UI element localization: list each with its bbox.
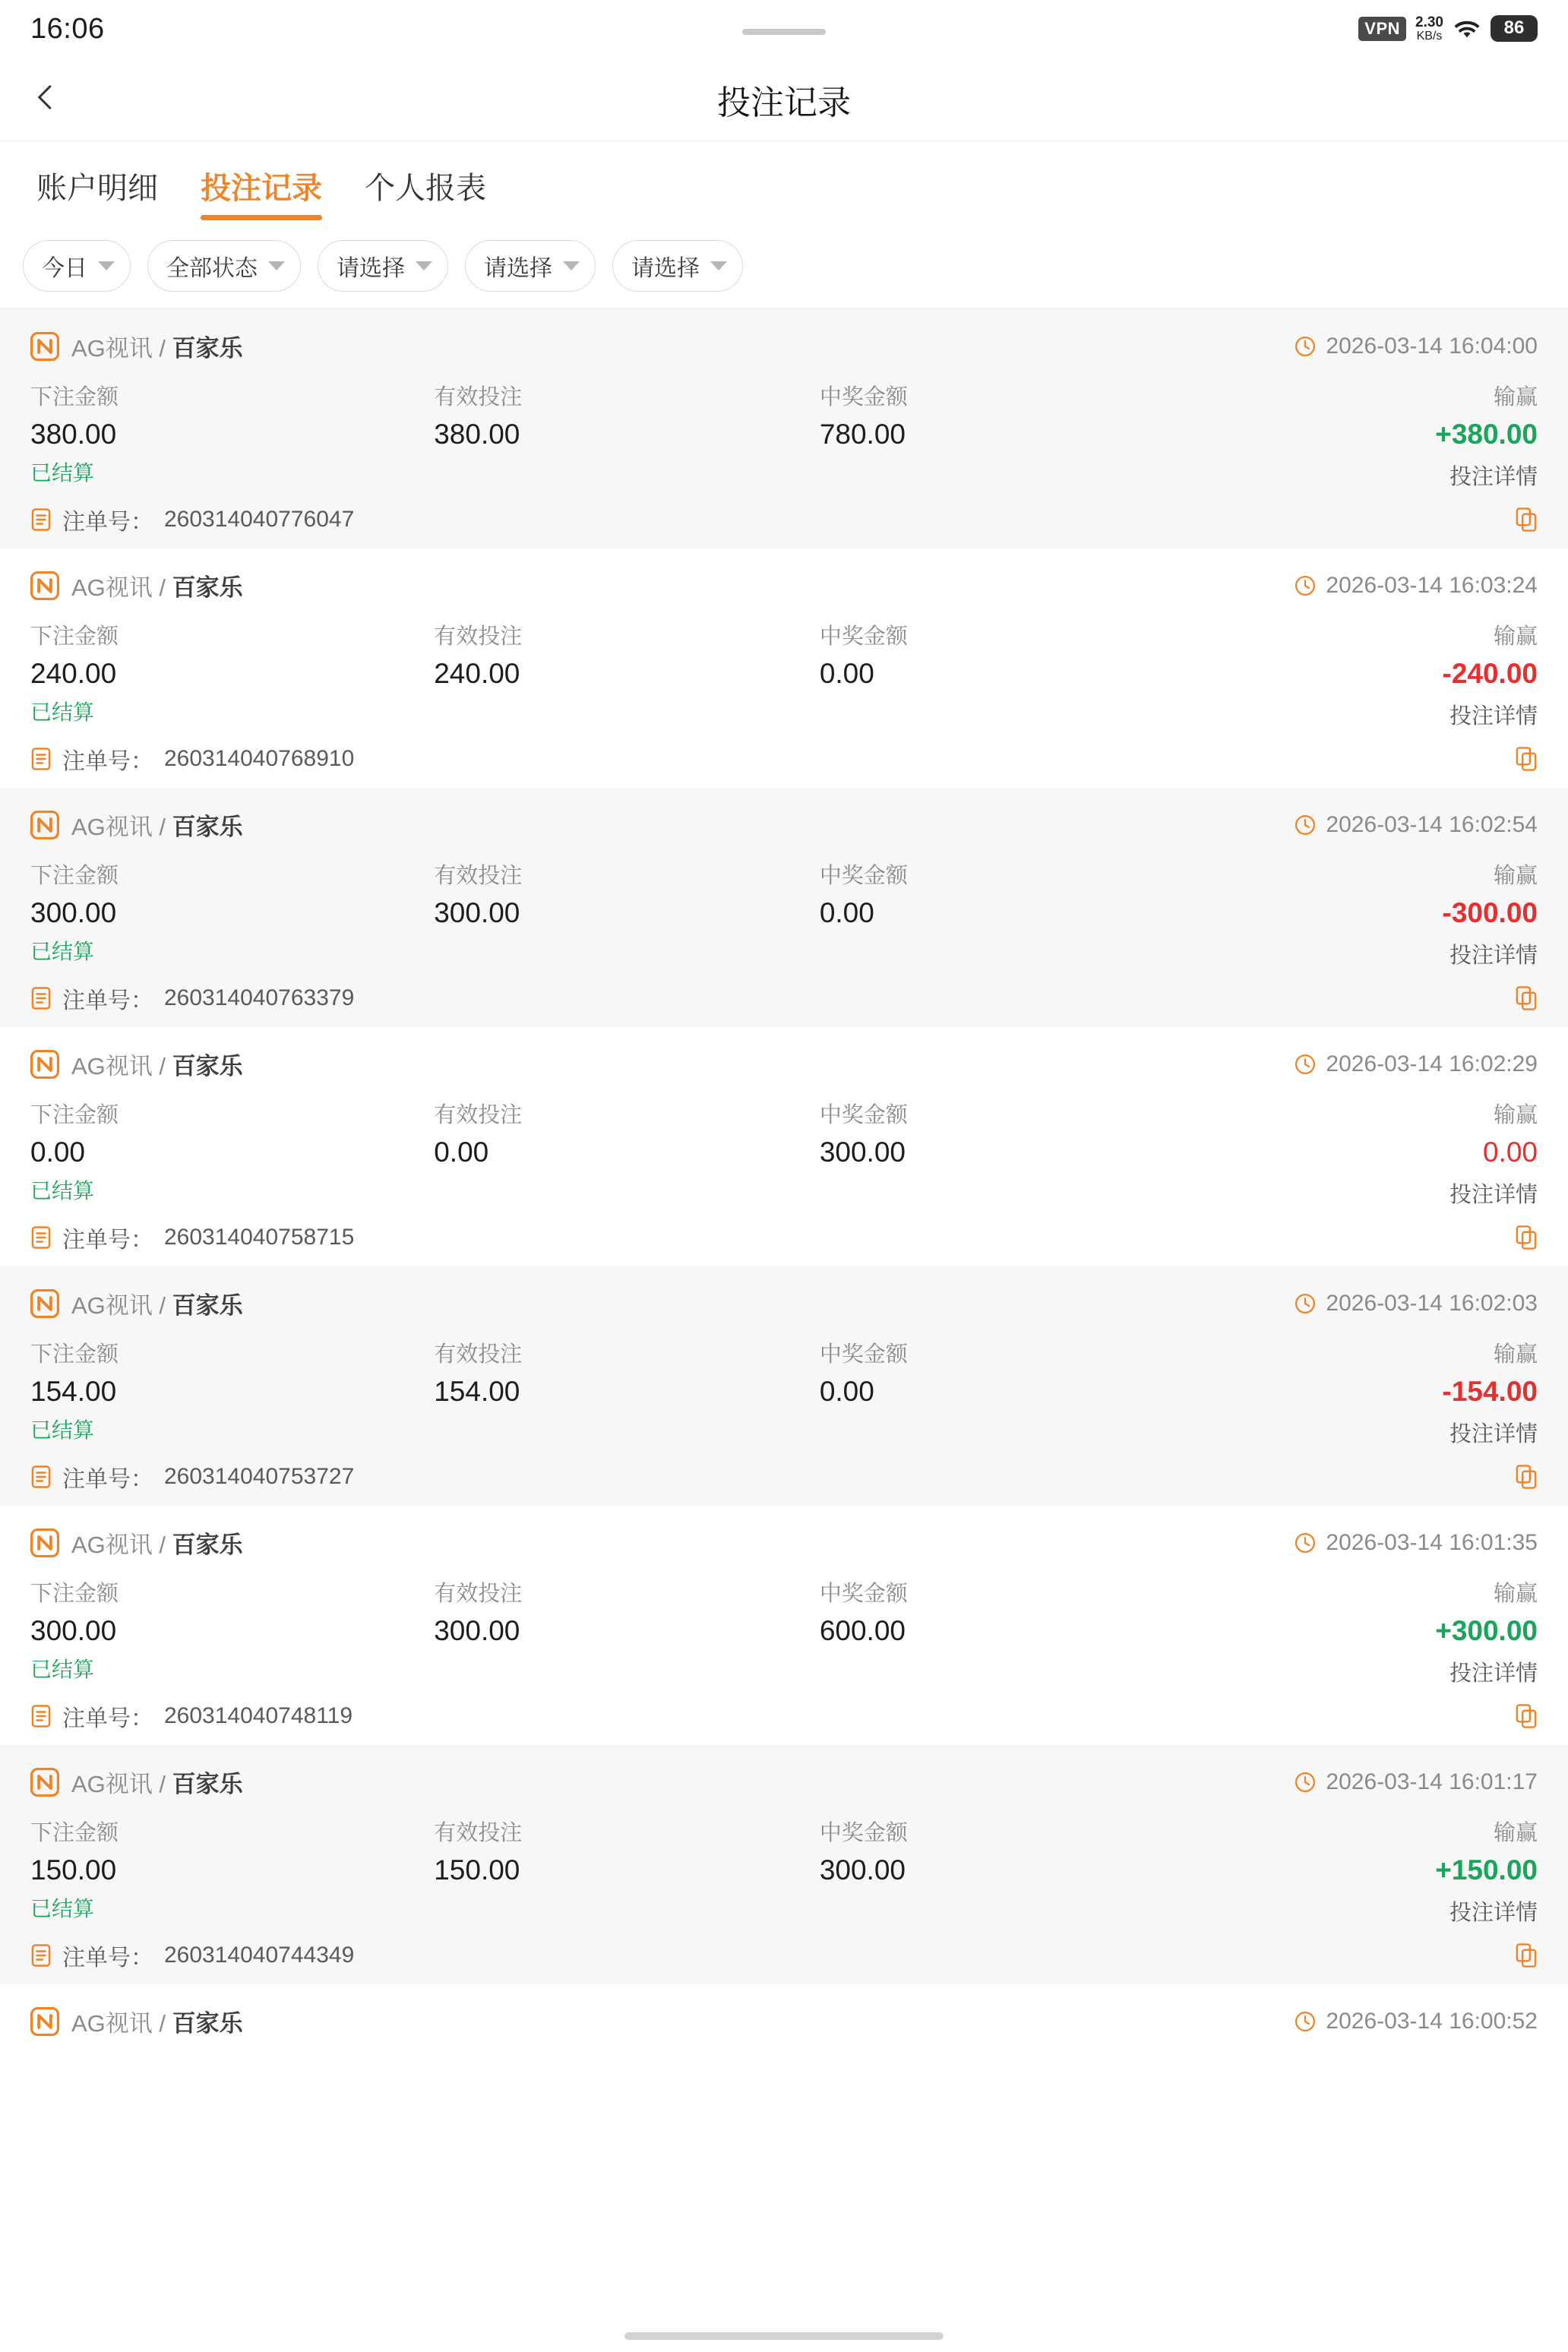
- record-game: [30, 329, 243, 363]
- valid-bet-value: 0.00: [434, 1136, 489, 1168]
- record-bet-amount: [30, 1337, 407, 1448]
- filter-select-2-label: 请选择: [484, 256, 552, 281]
- record-valid-bet: [407, 1098, 793, 1209]
- clock-icon: [1294, 335, 1317, 358]
- provider-name: AG视讯: [71, 1053, 153, 1080]
- copy-icon[interactable]: [1515, 746, 1538, 772]
- tab-account-details[interactable]: 账户明细: [36, 171, 158, 205]
- vpn-icon: VPN: [1358, 17, 1406, 41]
- record-win-amount: [793, 1576, 1179, 1687]
- bet-detail-link[interactable]: 投注详情: [1449, 704, 1538, 729]
- profit-label: 输赢: [1493, 1342, 1538, 1367]
- status-badge: 已结算: [30, 461, 95, 485]
- record-time-text: 2026-03-14 16:03:24: [1326, 572, 1538, 598]
- filter-bar: [0, 229, 1568, 309]
- game-name: 百家乐: [172, 2010, 243, 2037]
- record-header: [30, 1525, 1538, 1560]
- bet-amount-value: 150.00: [30, 1854, 117, 1886]
- provider-logo-icon: [30, 332, 59, 361]
- order-number-label: 注单号：: [62, 988, 153, 1013]
- provider-name: AG视讯: [71, 574, 153, 601]
- copy-icon[interactable]: [1515, 1225, 1538, 1250]
- valid-bet-label: 有效投注: [434, 1103, 523, 1127]
- nav-bar: [0, 58, 1568, 141]
- record-footer: [30, 1699, 1538, 1733]
- win-amount-label: 中奖金额: [819, 1582, 908, 1606]
- table-row[interactable]: [0, 1027, 1568, 1266]
- document-icon: [30, 1225, 52, 1250]
- record-time: [1294, 812, 1538, 838]
- document-icon: [30, 1465, 52, 1489]
- profit-value: -240.00: [1442, 658, 1538, 689]
- valid-bet-value: 300.00: [434, 897, 520, 928]
- valid-bet-label: 有效投注: [434, 1582, 523, 1606]
- record-valid-bet: [407, 1816, 793, 1927]
- battery-indicator: 86: [1491, 15, 1538, 42]
- camera-notch: [742, 29, 826, 35]
- bet-detail-link[interactable]: 投注详情: [1449, 1422, 1538, 1446]
- back-button[interactable]: [0, 58, 91, 141]
- bet-amount-label: 下注金额: [30, 1821, 119, 1845]
- provider-logo-icon: [30, 1528, 59, 1557]
- profit-value: -154.00: [1442, 1376, 1538, 1407]
- win-amount-label: 中奖金额: [819, 864, 908, 888]
- record-bet-amount: [30, 380, 407, 491]
- record-game: [30, 1047, 243, 1081]
- clock-icon: [1294, 574, 1317, 597]
- document-icon: [30, 986, 52, 1010]
- record-profit: [1178, 858, 1538, 969]
- record-time-text: 2026-03-14 16:02:29: [1326, 1051, 1538, 1076]
- order-number-value: 260314040763379: [164, 985, 355, 1010]
- status-icons: [1358, 15, 1538, 43]
- win-amount-value: 780.00: [819, 419, 906, 450]
- record-time: [1294, 1769, 1538, 1795]
- record-valid-bet: [407, 858, 793, 969]
- tab-personal-report[interactable]: 个人报表: [365, 171, 486, 205]
- bet-amount-value: 380.00: [30, 419, 117, 450]
- profit-value: +150.00: [1435, 1854, 1538, 1886]
- valid-bet-label: 有效投注: [434, 624, 523, 649]
- chevron-down-icon: [416, 261, 432, 270]
- profit-value: +380.00: [1435, 419, 1538, 450]
- valid-bet-value: 240.00: [434, 658, 520, 689]
- order-number: [30, 1460, 354, 1494]
- table-row[interactable]: [0, 788, 1568, 1027]
- bet-amount-label: 下注金额: [30, 1342, 119, 1367]
- copy-icon[interactable]: [1515, 985, 1538, 1011]
- bet-detail-link[interactable]: 投注详情: [1449, 1661, 1538, 1686]
- record-time: [1294, 1530, 1538, 1556]
- document-icon: [30, 747, 52, 771]
- chevron-down-icon: [268, 261, 285, 270]
- valid-bet-value: 380.00: [434, 419, 520, 450]
- record-time: [1294, 1291, 1538, 1317]
- bet-detail-link[interactable]: 投注详情: [1449, 1183, 1538, 1207]
- provider-name: AG视讯: [71, 1532, 153, 1558]
- game-name: 百家乐: [172, 1532, 243, 1558]
- record-footer: [30, 1221, 1538, 1254]
- bet-amount-label: 下注金额: [30, 1103, 119, 1127]
- table-row[interactable]: [0, 309, 1568, 548]
- filter-select-1-label: 请选择: [337, 256, 405, 281]
- tab-bet-records[interactable]: 投注记录: [201, 141, 322, 229]
- record-header: [30, 1286, 1538, 1320]
- order-number: [30, 1939, 354, 1972]
- record-footer: [30, 1939, 1538, 1972]
- clock-icon: [1294, 1292, 1317, 1315]
- record-valid-bet: [407, 1337, 793, 1448]
- table-row[interactable]: [0, 1266, 1568, 1506]
- provider-name: AG视讯: [71, 335, 153, 362]
- record-win-amount: [793, 858, 1179, 969]
- order-number-value: 260314040753727: [164, 1464, 355, 1489]
- table-row[interactable]: [0, 1984, 1568, 2050]
- record-bet-amount: [30, 1816, 407, 1927]
- profit-value: -300.00: [1442, 897, 1538, 928]
- provider-name: AG视讯: [71, 814, 153, 840]
- record-win-amount: [793, 1098, 1179, 1209]
- record-header: [30, 1047, 1538, 1081]
- clock-icon: [1294, 1532, 1317, 1554]
- order-number: [30, 1699, 352, 1733]
- tab-bar: [0, 141, 1568, 229]
- record-bet-amount: [30, 1576, 407, 1687]
- valid-bet-label: 有效投注: [434, 864, 523, 888]
- provider-name: AG视讯: [71, 2010, 153, 2037]
- record-game: [30, 1525, 243, 1560]
- bet-record-list: [0, 309, 1568, 2050]
- win-amount-value: 0.00: [819, 897, 874, 928]
- order-number: [30, 742, 354, 776]
- record-time-text: 2026-03-14 16:01:17: [1326, 1769, 1538, 1794]
- game-name: 百家乐: [172, 574, 243, 601]
- record-header: [30, 1765, 1538, 1799]
- clock-icon: [1294, 1053, 1317, 1076]
- record-time: [1294, 334, 1538, 359]
- filter-date-label: 今日: [42, 256, 87, 281]
- game-label: AG视讯 / 百家乐: [71, 1532, 243, 1558]
- valid-bet-label: 有效投注: [434, 1342, 523, 1367]
- game-label: AG视讯 / 百家乐: [71, 1292, 243, 1319]
- network-speed-unit: KB/s: [1416, 29, 1443, 43]
- network-speed: [1415, 15, 1443, 43]
- filter-select-1[interactable]: [318, 240, 448, 292]
- valid-bet-label: 有效投注: [434, 1821, 523, 1845]
- order-number: [30, 503, 354, 536]
- chevron-down-icon: [710, 261, 727, 270]
- game-label: AG视讯 / 百家乐: [71, 2010, 243, 2037]
- document-icon: [30, 1704, 52, 1728]
- chevron-left-icon: [30, 82, 61, 116]
- record-footer: [30, 982, 1538, 1015]
- game-label: AG视讯 / 百家乐: [71, 574, 243, 601]
- record-header: [30, 568, 1538, 602]
- provider-logo-icon: [30, 2007, 59, 2036]
- record-header: [30, 329, 1538, 363]
- win-amount-label: 中奖金额: [819, 385, 908, 409]
- game-name: 百家乐: [172, 1053, 243, 1080]
- page-title: 投注记录: [717, 84, 851, 122]
- record-columns: [30, 1816, 1538, 1927]
- status-badge: 已结算: [30, 940, 95, 963]
- status-badge: 已结算: [30, 1658, 95, 1681]
- chevron-down-icon: [563, 261, 580, 270]
- record-win-amount: [793, 1337, 1179, 1448]
- valid-bet-value: 300.00: [434, 1615, 520, 1646]
- record-win-amount: [793, 1816, 1179, 1927]
- win-amount-value: 300.00: [819, 1136, 906, 1168]
- game-label: AG视讯 / 百家乐: [71, 1771, 243, 1797]
- order-number-value: 260314040768910: [164, 746, 355, 771]
- record-valid-bet: [407, 1576, 793, 1687]
- clock-icon: [1294, 2010, 1317, 2033]
- status-time: 16:06: [30, 12, 105, 45]
- filter-date[interactable]: [23, 240, 131, 292]
- copy-icon[interactable]: [1515, 507, 1538, 533]
- valid-bet-value: 154.00: [434, 1376, 520, 1407]
- record-bet-amount: [30, 858, 407, 969]
- record-time-text: 2026-03-14 16:02:54: [1326, 811, 1538, 837]
- record-game: [30, 2004, 243, 2038]
- game-name: 百家乐: [172, 335, 243, 362]
- provider-logo-icon: [30, 811, 59, 839]
- table-row[interactable]: [0, 1506, 1568, 1745]
- record-profit: [1178, 1816, 1538, 1927]
- record-game: [30, 568, 243, 602]
- record-header: [30, 2004, 1538, 2038]
- record-valid-bet: [407, 380, 793, 491]
- document-icon: [30, 507, 52, 532]
- order-number-value: 260314040748119: [164, 1703, 353, 1728]
- bet-amount-value: 300.00: [30, 897, 117, 928]
- order-number-label: 注单号：: [62, 510, 153, 535]
- game-label: AG视讯 / 百家乐: [71, 335, 243, 362]
- clock-icon: [1294, 814, 1317, 836]
- record-game: [30, 1765, 243, 1799]
- record-profit: [1178, 619, 1538, 730]
- record-columns: [30, 619, 1538, 730]
- status-badge: 已结算: [30, 700, 95, 724]
- record-footer: [30, 742, 1538, 776]
- copy-icon[interactable]: [1515, 1943, 1538, 1968]
- bet-amount-label: 下注金额: [30, 385, 119, 409]
- record-columns: [30, 1337, 1538, 1448]
- filter-select-3-label: 请选择: [631, 256, 700, 281]
- clock-icon: [1294, 1771, 1317, 1794]
- profit-label: 输赢: [1493, 864, 1538, 888]
- record-valid-bet: [407, 619, 793, 730]
- game-name: 百家乐: [172, 814, 243, 840]
- provider-name: AG视讯: [71, 1292, 153, 1319]
- profit-label: 输赢: [1493, 385, 1538, 409]
- profit-value: +300.00: [1435, 1615, 1538, 1646]
- record-profit: [1178, 1098, 1538, 1209]
- order-number: [30, 982, 354, 1015]
- win-amount-value: 0.00: [819, 658, 874, 689]
- profit-label: 输赢: [1493, 624, 1538, 649]
- home-indicator: [624, 2332, 944, 2340]
- record-columns: [30, 1098, 1538, 1209]
- record-win-amount: [793, 619, 1179, 730]
- network-speed-value: 2.30: [1415, 14, 1443, 30]
- record-profit: [1178, 1337, 1538, 1448]
- bet-detail-link[interactable]: 投注详情: [1449, 944, 1538, 968]
- bet-amount-value: 300.00: [30, 1615, 117, 1646]
- wifi-icon: [1453, 17, 1481, 40]
- bet-amount-value: 154.00: [30, 1376, 117, 1407]
- record-bet-amount: [30, 619, 407, 730]
- provider-name: AG视讯: [71, 1771, 153, 1797]
- record-profit: [1178, 380, 1538, 491]
- profit-value: 0.00: [1482, 1136, 1538, 1168]
- copy-icon[interactable]: [1515, 1703, 1538, 1729]
- record-columns: [30, 1576, 1538, 1687]
- bet-detail-link[interactable]: 投注详情: [1449, 465, 1538, 489]
- filter-status-label: 全部状态: [166, 256, 258, 281]
- win-amount-value: 0.00: [819, 1376, 874, 1407]
- filter-select-2[interactable]: [465, 240, 596, 292]
- provider-logo-icon: [30, 1289, 59, 1318]
- table-row[interactable]: [0, 1745, 1568, 1984]
- copy-icon[interactable]: [1515, 1464, 1538, 1490]
- provider-logo-icon: [30, 571, 59, 600]
- record-time-text: 2026-03-14 16:01:35: [1326, 1529, 1538, 1555]
- bet-amount-value: 240.00: [30, 658, 117, 689]
- table-row[interactable]: [0, 548, 1568, 788]
- record-time-text: 2026-03-14 16:04:00: [1326, 333, 1538, 359]
- provider-logo-icon: [30, 1050, 59, 1079]
- record-header: [30, 808, 1538, 842]
- filter-status[interactable]: [147, 240, 301, 292]
- order-number-label: 注单号：: [62, 1228, 153, 1253]
- valid-bet-label: 有效投注: [434, 385, 523, 409]
- status-badge: 已结算: [30, 1897, 95, 1920]
- order-number-label: 注单号：: [62, 1467, 153, 1492]
- game-name: 百家乐: [172, 1292, 243, 1319]
- bet-amount-label: 下注金额: [30, 624, 119, 649]
- record-columns: [30, 858, 1538, 969]
- filter-select-3[interactable]: [612, 240, 743, 292]
- record-columns: [30, 380, 1538, 491]
- order-number-value: 260314040776047: [164, 507, 355, 532]
- order-number: [30, 1221, 354, 1254]
- order-number-label: 注单号：: [62, 1706, 153, 1731]
- record-time: [1294, 573, 1538, 599]
- chevron-down-icon: [98, 261, 115, 270]
- bet-amount-label: 下注金额: [30, 1582, 119, 1606]
- game-label: AG视讯 / 百家乐: [71, 1053, 243, 1080]
- document-icon: [30, 1943, 52, 1968]
- win-amount-label: 中奖金额: [819, 1821, 908, 1845]
- profit-label: 输赢: [1493, 1103, 1538, 1127]
- record-win-amount: [793, 380, 1179, 491]
- record-time-text: 2026-03-14 16:00:52: [1326, 2008, 1538, 2034]
- win-amount-label: 中奖金额: [819, 1342, 908, 1367]
- provider-logo-icon: [30, 1768, 59, 1797]
- status-badge: 已结算: [30, 1179, 95, 1203]
- status-bar: [0, 0, 1568, 58]
- profit-label: 输赢: [1493, 1821, 1538, 1845]
- bet-amount-label: 下注金额: [30, 864, 119, 888]
- record-footer: [30, 503, 1538, 536]
- game-name: 百家乐: [172, 1771, 243, 1797]
- win-amount-label: 中奖金额: [819, 1103, 908, 1127]
- record-footer: [30, 1460, 1538, 1494]
- win-amount-value: 300.00: [819, 1854, 906, 1886]
- valid-bet-value: 150.00: [434, 1854, 520, 1886]
- order-number-value: 260314040744349: [164, 1943, 355, 1968]
- bet-detail-link[interactable]: 投注详情: [1449, 1901, 1538, 1925]
- record-profit: [1178, 1576, 1538, 1687]
- record-time: [1294, 1051, 1538, 1077]
- record-time: [1294, 2009, 1538, 2034]
- win-amount-value: 600.00: [819, 1615, 906, 1646]
- order-number-label: 注单号：: [62, 749, 153, 774]
- status-badge: 已结算: [30, 1418, 95, 1442]
- win-amount-label: 中奖金额: [819, 624, 908, 649]
- record-game: [30, 1286, 243, 1320]
- order-number-label: 注单号：: [62, 1946, 153, 1971]
- record-time-text: 2026-03-14 16:02:03: [1326, 1290, 1538, 1316]
- order-number-value: 260314040758715: [164, 1225, 355, 1250]
- game-label: AG视讯 / 百家乐: [71, 814, 243, 840]
- profit-label: 输赢: [1493, 1582, 1538, 1606]
- record-game: [30, 808, 243, 842]
- bet-amount-value: 0.00: [30, 1136, 86, 1168]
- record-bet-amount: [30, 1098, 407, 1209]
